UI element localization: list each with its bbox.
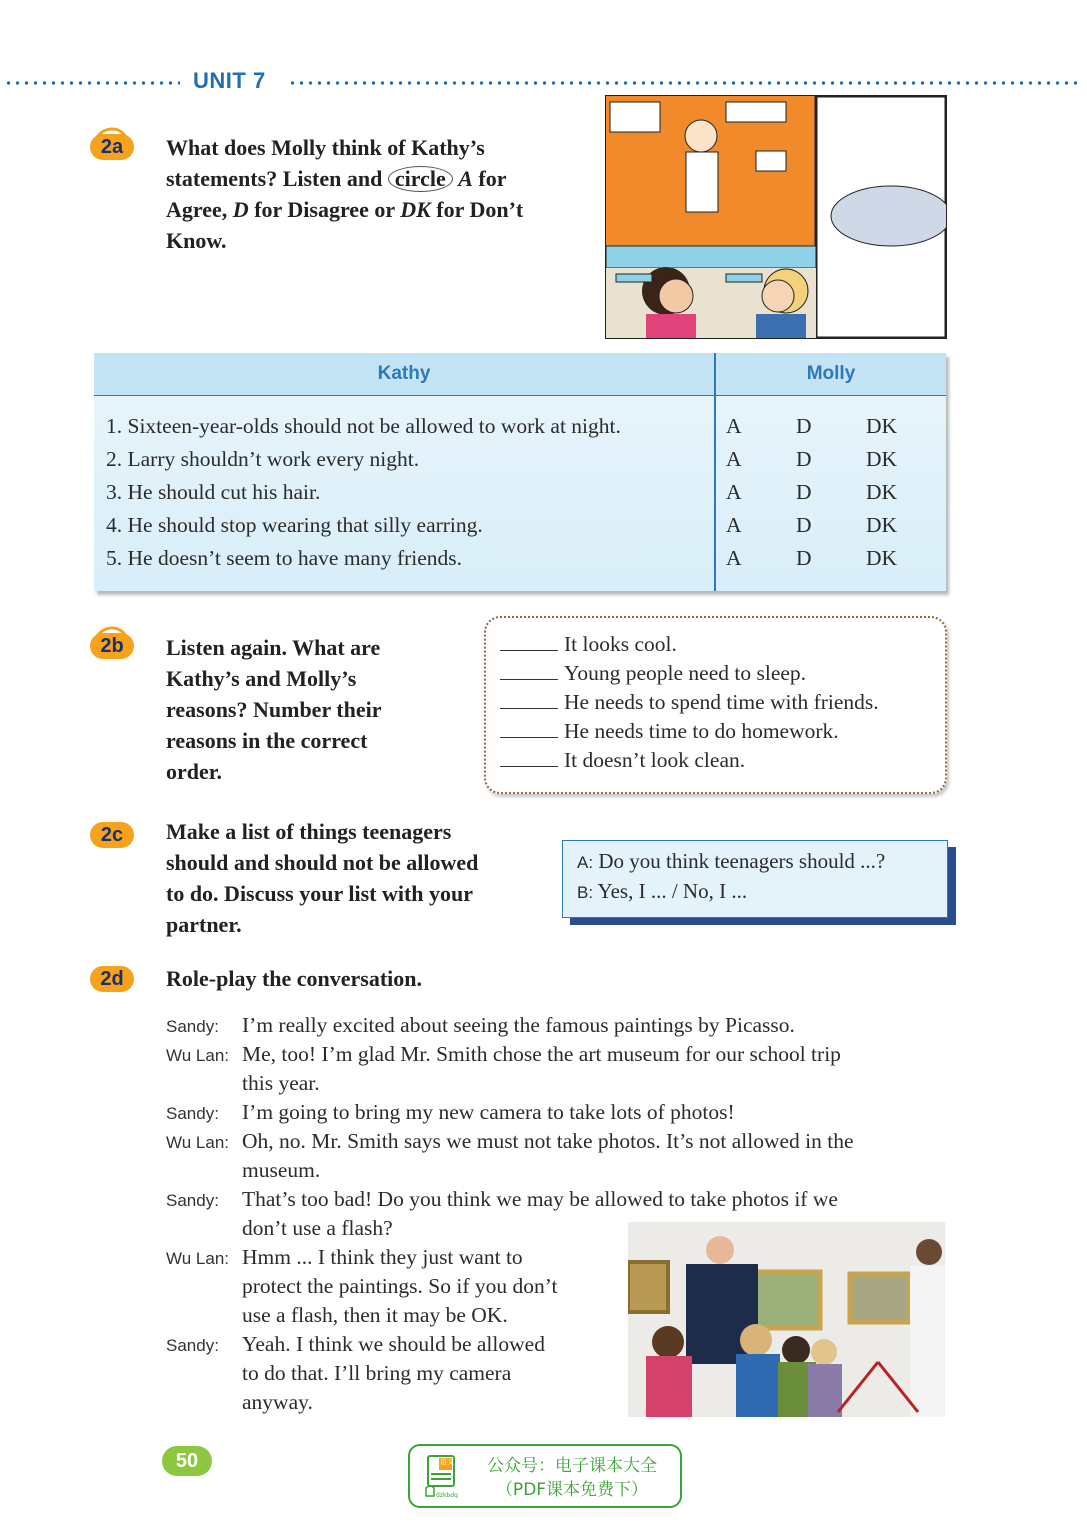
reason-item: He needs time to do homework. xyxy=(500,717,839,746)
table-header xyxy=(94,353,946,396)
statement-row-2: 2. Larry shouldn’t work every night. xyxy=(106,447,420,471)
page-number: 50 xyxy=(162,1446,212,1476)
conversation-line: museum. xyxy=(242,1158,321,1182)
reason-item: It doesn’t look clean. xyxy=(500,746,745,775)
option-agree[interactable]: A xyxy=(726,480,742,504)
watermark-stamp xyxy=(408,1444,682,1508)
reasons-box xyxy=(484,616,947,794)
conversation-line: That’s too bad! Do you think we may be allowed to take photos if we xyxy=(242,1187,838,1211)
statement-row-1: 1. Sixteen-year-olds should not be allowed to work at night. xyxy=(106,414,621,438)
statements-table xyxy=(94,353,946,591)
option-disagree[interactable]: D xyxy=(796,447,812,471)
conversation-line: don’t use a flash? xyxy=(242,1216,393,1240)
section-badge-2d: 2d xyxy=(90,962,134,996)
option-disagree[interactable]: D xyxy=(796,546,812,570)
option-dont-know[interactable]: DK xyxy=(866,480,898,504)
statement-row-4: 4. He should stop wearing that silly earring. xyxy=(106,513,483,537)
museum-photo xyxy=(628,1222,945,1417)
conversation-line: Yeah. I think we should be allowed xyxy=(242,1332,545,1356)
option-dont-know[interactable]: DK xyxy=(866,414,898,438)
dialog-line: A: Do you think teenagers should ...? xyxy=(577,849,886,873)
dotted-rule-right xyxy=(288,80,1083,86)
option-dont-know[interactable]: DK xyxy=(866,546,898,570)
speaker-label: Wu Lan: xyxy=(166,1133,230,1152)
instruction-2b: Listen again. What are Kathy’s and Molly’s reasons? Number their reasons in the correct order. xyxy=(166,635,382,784)
conversation-line: to do that. I’ll bring my camera xyxy=(242,1361,512,1385)
reason-item: Young people need to sleep. xyxy=(500,659,806,688)
circled-word: circle xyxy=(388,166,453,192)
option-disagree[interactable]: D xyxy=(796,513,812,537)
speaker-label: Wu Lan: xyxy=(166,1249,230,1268)
section-badge-2b: 2b xyxy=(90,627,134,661)
conversation-line: I’m really excited about seeing the famous paintings by Picasso. xyxy=(242,1013,795,1037)
conversation-line: Hmm ... I think they just want to xyxy=(242,1245,523,1269)
section-badge-2a: 2a xyxy=(90,128,134,162)
section-badge-2c: 2c xyxy=(90,818,134,852)
instruction-line: statements? Listen and circle A for xyxy=(166,166,507,191)
conversation-line: Me, too! I’m glad Mr. Smith chose the art museum for our school trip xyxy=(242,1042,841,1066)
sample-dialog-box xyxy=(562,840,948,918)
statement-row-5: 5. He doesn’t seem to have many friends. xyxy=(106,546,463,570)
conversation-line: anyway. xyxy=(242,1390,313,1414)
speaker-label: Wu Lan: xyxy=(166,1046,230,1065)
option-dont-know[interactable]: DK xyxy=(866,513,898,537)
option-agree[interactable]: A xyxy=(726,414,742,438)
conversation-line: use a flash, then it may be OK. xyxy=(242,1303,508,1327)
instruction-line: Agree, D for Disagree or DK for Don’t xyxy=(166,197,524,222)
dotted-rule-left xyxy=(4,80,180,86)
conversation-line: I’m going to bring my new camera to take lots of photos! xyxy=(242,1100,735,1124)
number-blank[interactable] xyxy=(500,630,558,651)
conversation-line: Oh, no. Mr. Smith says we must not take photos. It’s not allowed in the xyxy=(242,1129,854,1153)
column-header-molly: Molly xyxy=(806,363,856,384)
number-blank[interactable] xyxy=(500,659,558,680)
diner-illustration xyxy=(605,95,947,339)
option-dont-know[interactable]: DK xyxy=(866,447,898,471)
number-blank[interactable] xyxy=(500,688,558,709)
option-agree[interactable]: A xyxy=(726,513,742,537)
speaker-label: Sandy: xyxy=(166,1191,219,1210)
instruction-2a xyxy=(166,132,596,256)
option-agree[interactable]: A xyxy=(726,546,742,570)
statement-row-3: 3. He should cut his hair. xyxy=(106,480,321,504)
conversation-line: this year. xyxy=(242,1071,320,1095)
conversation-line: protect the paintings. So if you don’t xyxy=(242,1274,558,1298)
instruction-line: Know. xyxy=(166,228,227,253)
speaker-label: Sandy: xyxy=(166,1336,219,1355)
speaker-label: Sandy: xyxy=(166,1017,219,1036)
unit-header xyxy=(0,68,1087,98)
instruction-2d: Role-play the conversation. xyxy=(166,966,423,991)
dialog-line: B: Yes, I ... / No, I ... xyxy=(577,879,748,903)
option-disagree[interactable]: D xyxy=(796,414,812,438)
watermark-line-1: 公众号：电子课本大全 xyxy=(487,1456,657,1476)
speaker-label: Sandy: xyxy=(166,1104,219,1123)
number-blank[interactable] xyxy=(500,717,558,738)
number-blank[interactable] xyxy=(500,746,558,767)
book-hand-icon: 语文 dzkbdq xyxy=(424,1454,458,1494)
option-disagree[interactable]: D xyxy=(796,480,812,504)
watermark-line-2: （PDF课本免费下） xyxy=(495,1480,649,1500)
instruction-line: What does Molly think of Kathy’s xyxy=(166,135,485,160)
option-agree[interactable]: A xyxy=(726,447,742,471)
reason-item: He needs to spend time with friends. xyxy=(500,688,879,717)
unit-title: UNIT 7 xyxy=(193,68,266,93)
reason-item: It looks cool. xyxy=(500,630,677,659)
column-header-kathy: Kathy xyxy=(377,363,431,384)
column-divider xyxy=(714,353,716,591)
instruction-2c: Make a list of things teenagers should and should not be allowed to do. Discuss your list with your partner. xyxy=(166,819,479,937)
